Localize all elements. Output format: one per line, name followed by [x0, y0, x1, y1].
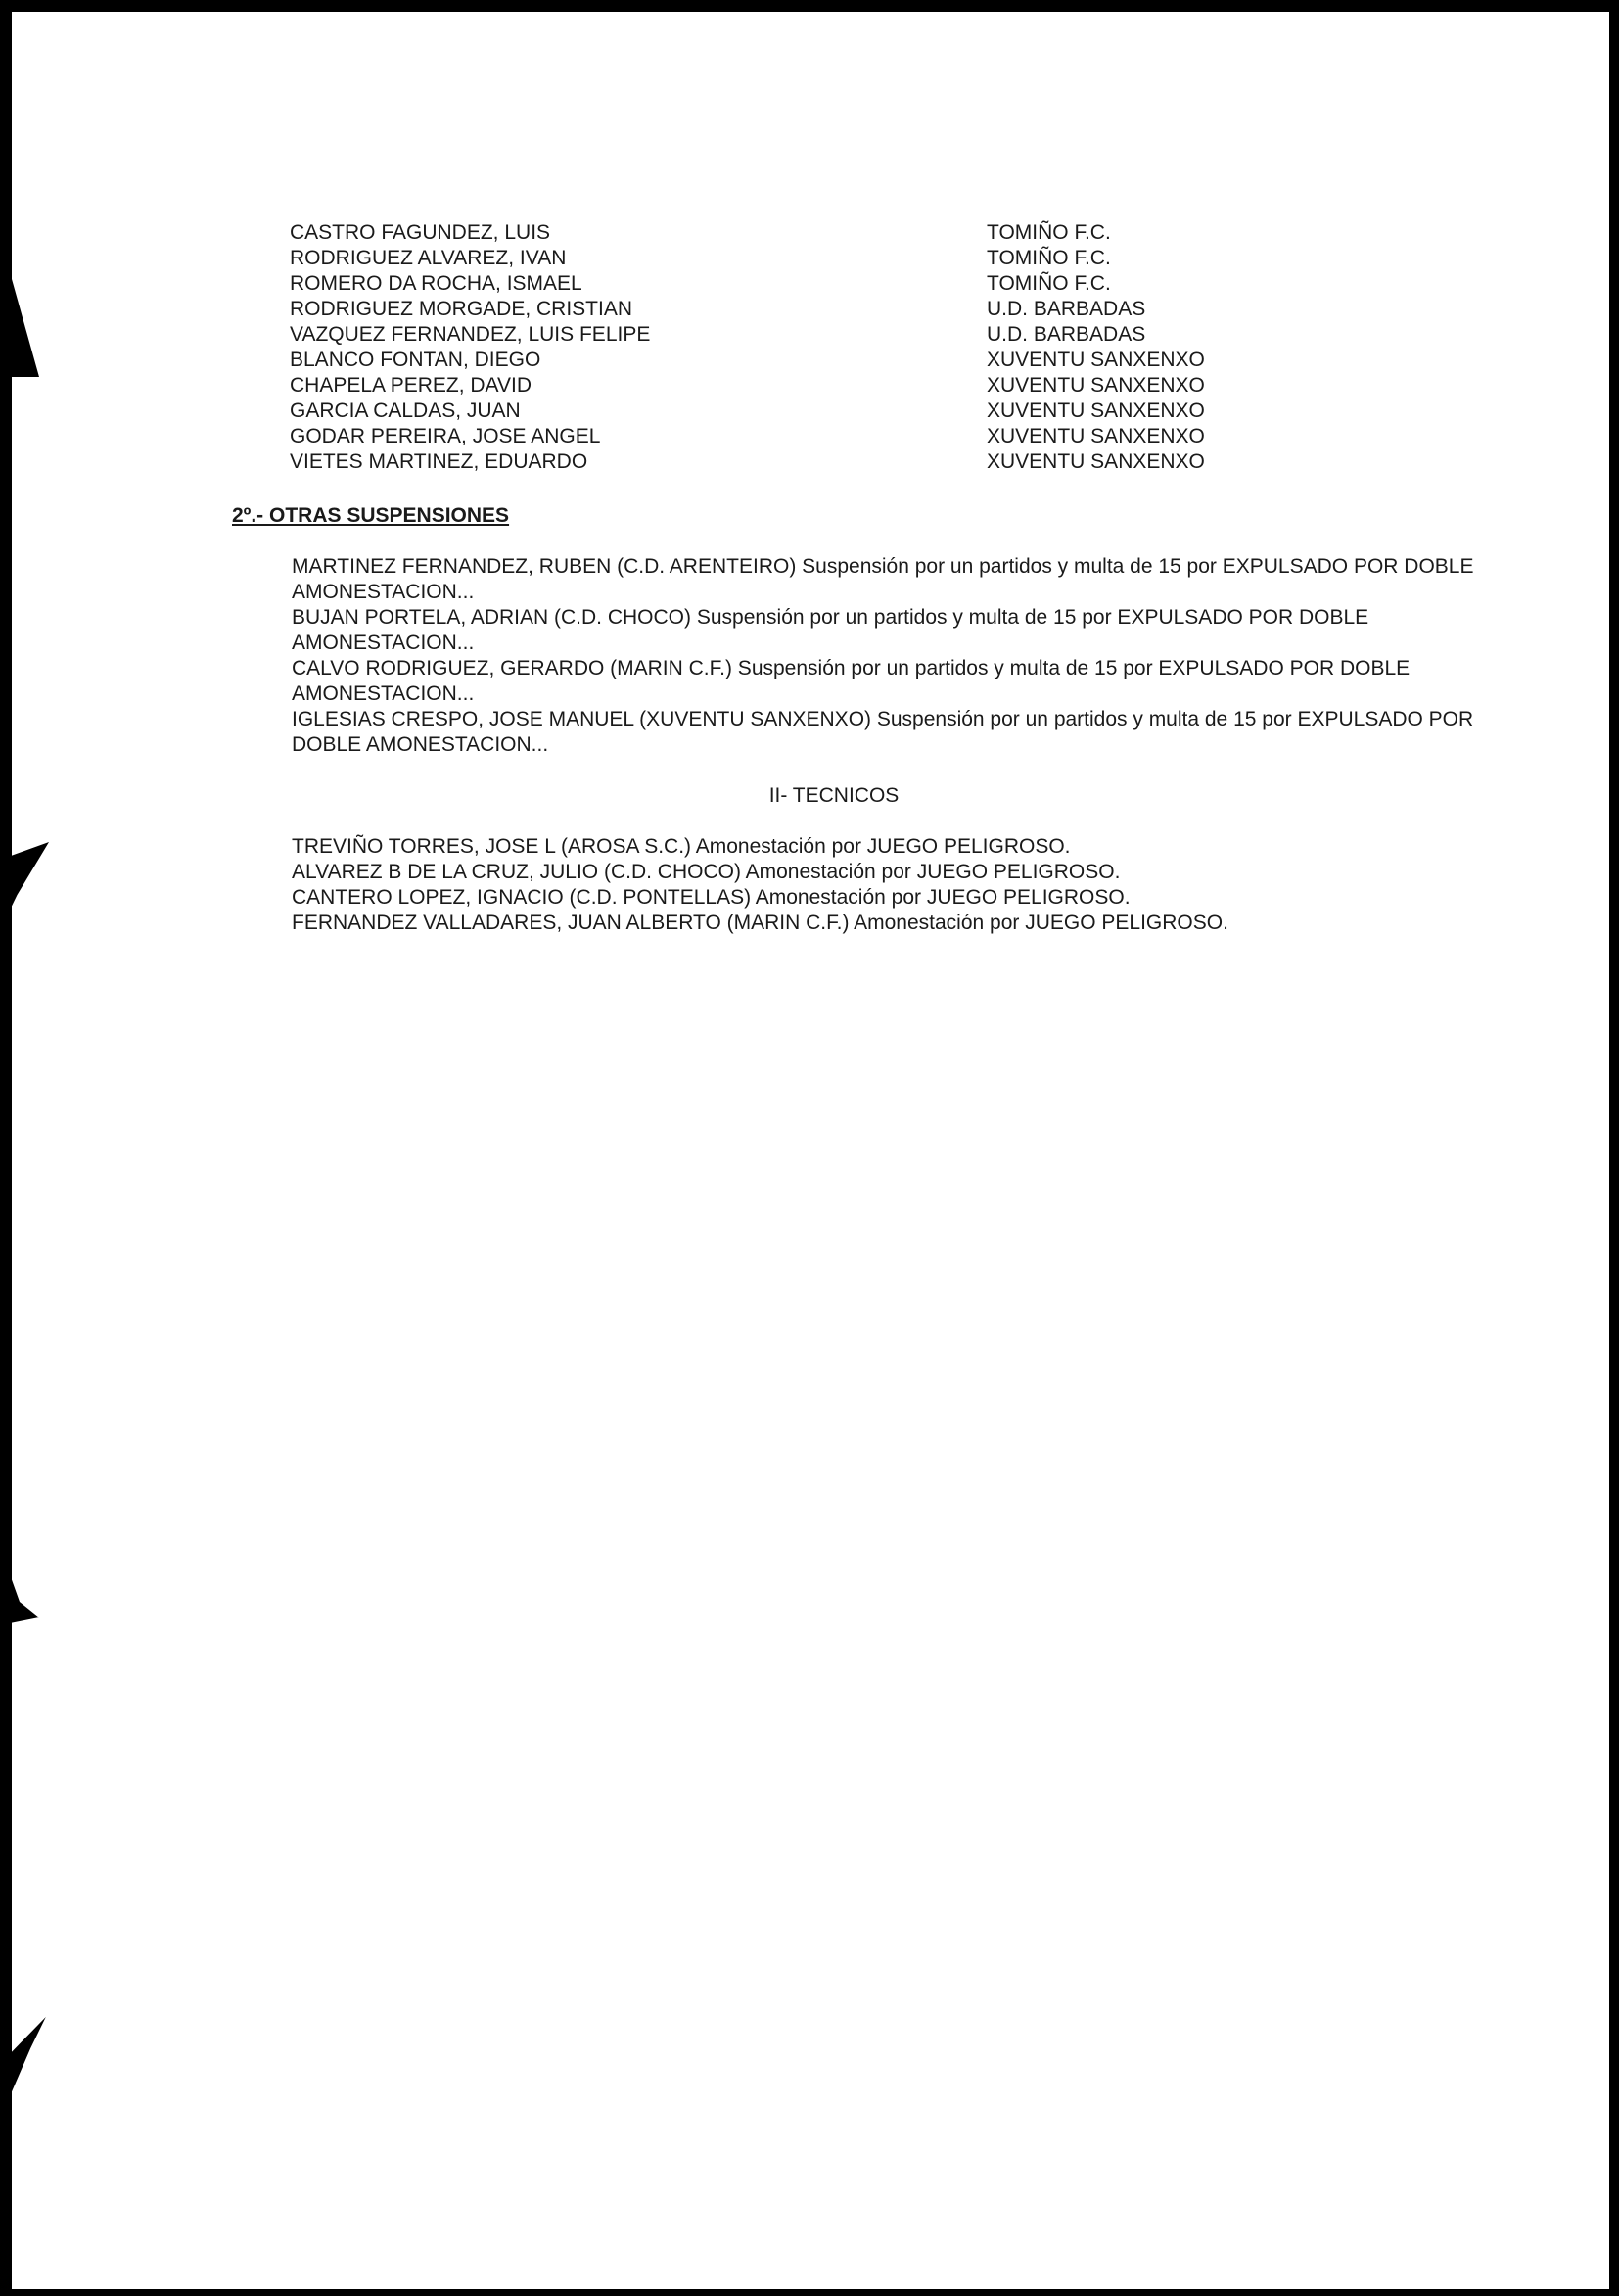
technicians-list	[292, 834, 1515, 936]
section-heading-other-suspensions: 2º.- OTRAS SUSPENSIONES	[232, 504, 510, 527]
player-club: U.D. BARBADAS	[987, 323, 1146, 346]
list-item: ALVAREZ B DE LA CRUZ, JULIO (C.D. CHOCO) Amonestación por JUEGO PELIGROSO.	[292, 861, 1121, 883]
player-name: GARCIA CALDAS, JUAN	[290, 399, 521, 422]
table-row	[290, 297, 1269, 322]
table-row	[290, 373, 1269, 398]
player-club: U.D. BARBADAS	[987, 298, 1146, 320]
table-row	[290, 220, 1269, 246]
player-name: BLANCO FONTAN, DIEGO	[290, 349, 541, 371]
player-name: VAZQUEZ FERNANDEZ, LUIS FELIPE	[290, 323, 651, 346]
technicians-heading-row	[0, 783, 1619, 809]
player-name: RODRIGUEZ MORGADE, CRISTIAN	[290, 298, 633, 320]
table-row	[290, 424, 1269, 449]
table-row	[290, 348, 1269, 373]
list-item: MARTINEZ FERNANDEZ, RUBEN (C.D. ARENTEIRO) Suspensión por un partidos y multa de 15 por EXPULSADO POR DOBLE AMONESTACION...	[292, 555, 1474, 603]
player-club: TOMIÑO F.C.	[987, 247, 1111, 269]
sanctioned-players-table	[290, 220, 1269, 475]
section-heading-technicians: II- TECNICOS	[768, 784, 900, 807]
list-item: CANTERO LOPEZ, IGNACIO (C.D. PONTELLAS) Amonestación por JUEGO PELIGROSO.	[292, 886, 1131, 909]
other-suspensions-list	[292, 554, 1515, 758]
player-club: XUVENTU SANXENXO	[987, 450, 1205, 473]
list-item: CALVO RODRIGUEZ, GERARDO (MARIN C.F.) Suspensión por un partidos y multa de 15 por EXPULSADO POR DOBLE AMONESTACION...	[292, 657, 1411, 705]
player-name: GODAR PEREIRA, JOSE ANGEL	[290, 425, 601, 447]
player-club: XUVENTU SANXENXO	[987, 425, 1205, 447]
player-club: TOMIÑO F.C.	[987, 272, 1111, 295]
list-item: BUJAN PORTELA, ADRIAN (C.D. CHOCO) Suspensión por un partidos y multa de 15 por EXPULSADO POR DOBLE AMONESTACION...	[292, 606, 1369, 654]
player-name: CASTRO FAGUNDEZ, LUIS	[290, 221, 551, 244]
table-row	[290, 246, 1269, 271]
table-row	[290, 271, 1269, 297]
player-name: ROMERO DA ROCHA, ISMAEL	[290, 272, 582, 295]
table-row	[290, 398, 1269, 424]
list-item: FERNANDEZ VALLADARES, JUAN ALBERTO (MARIN C.F.) Amonestación por JUEGO PELIGROSO.	[292, 912, 1228, 934]
list-item: IGLESIAS CRESPO, JOSE MANUEL (XUVENTU SANXENXO) Suspensión por un partidos y multa de 15 por EXPULSADO POR DOBLE AMONESTACION...	[292, 708, 1474, 756]
table-row	[290, 449, 1269, 475]
player-name: RODRIGUEZ ALVAREZ, IVAN	[290, 247, 567, 269]
player-club: XUVENTU SANXENXO	[987, 349, 1205, 371]
player-club: XUVENTU SANXENXO	[987, 399, 1205, 422]
player-club: XUVENTU SANXENXO	[987, 374, 1205, 397]
player-name: VIETES MARTINEZ, EDUARDO	[290, 450, 588, 473]
player-club: TOMIÑO F.C.	[987, 221, 1111, 244]
player-name: CHAPELA PEREZ, DAVID	[290, 374, 532, 397]
table-row	[290, 322, 1269, 348]
list-item: TREVIÑO TORRES, JOSE L (AROSA S.C.) Amonestación por JUEGO PELIGROSO.	[292, 835, 1071, 858]
